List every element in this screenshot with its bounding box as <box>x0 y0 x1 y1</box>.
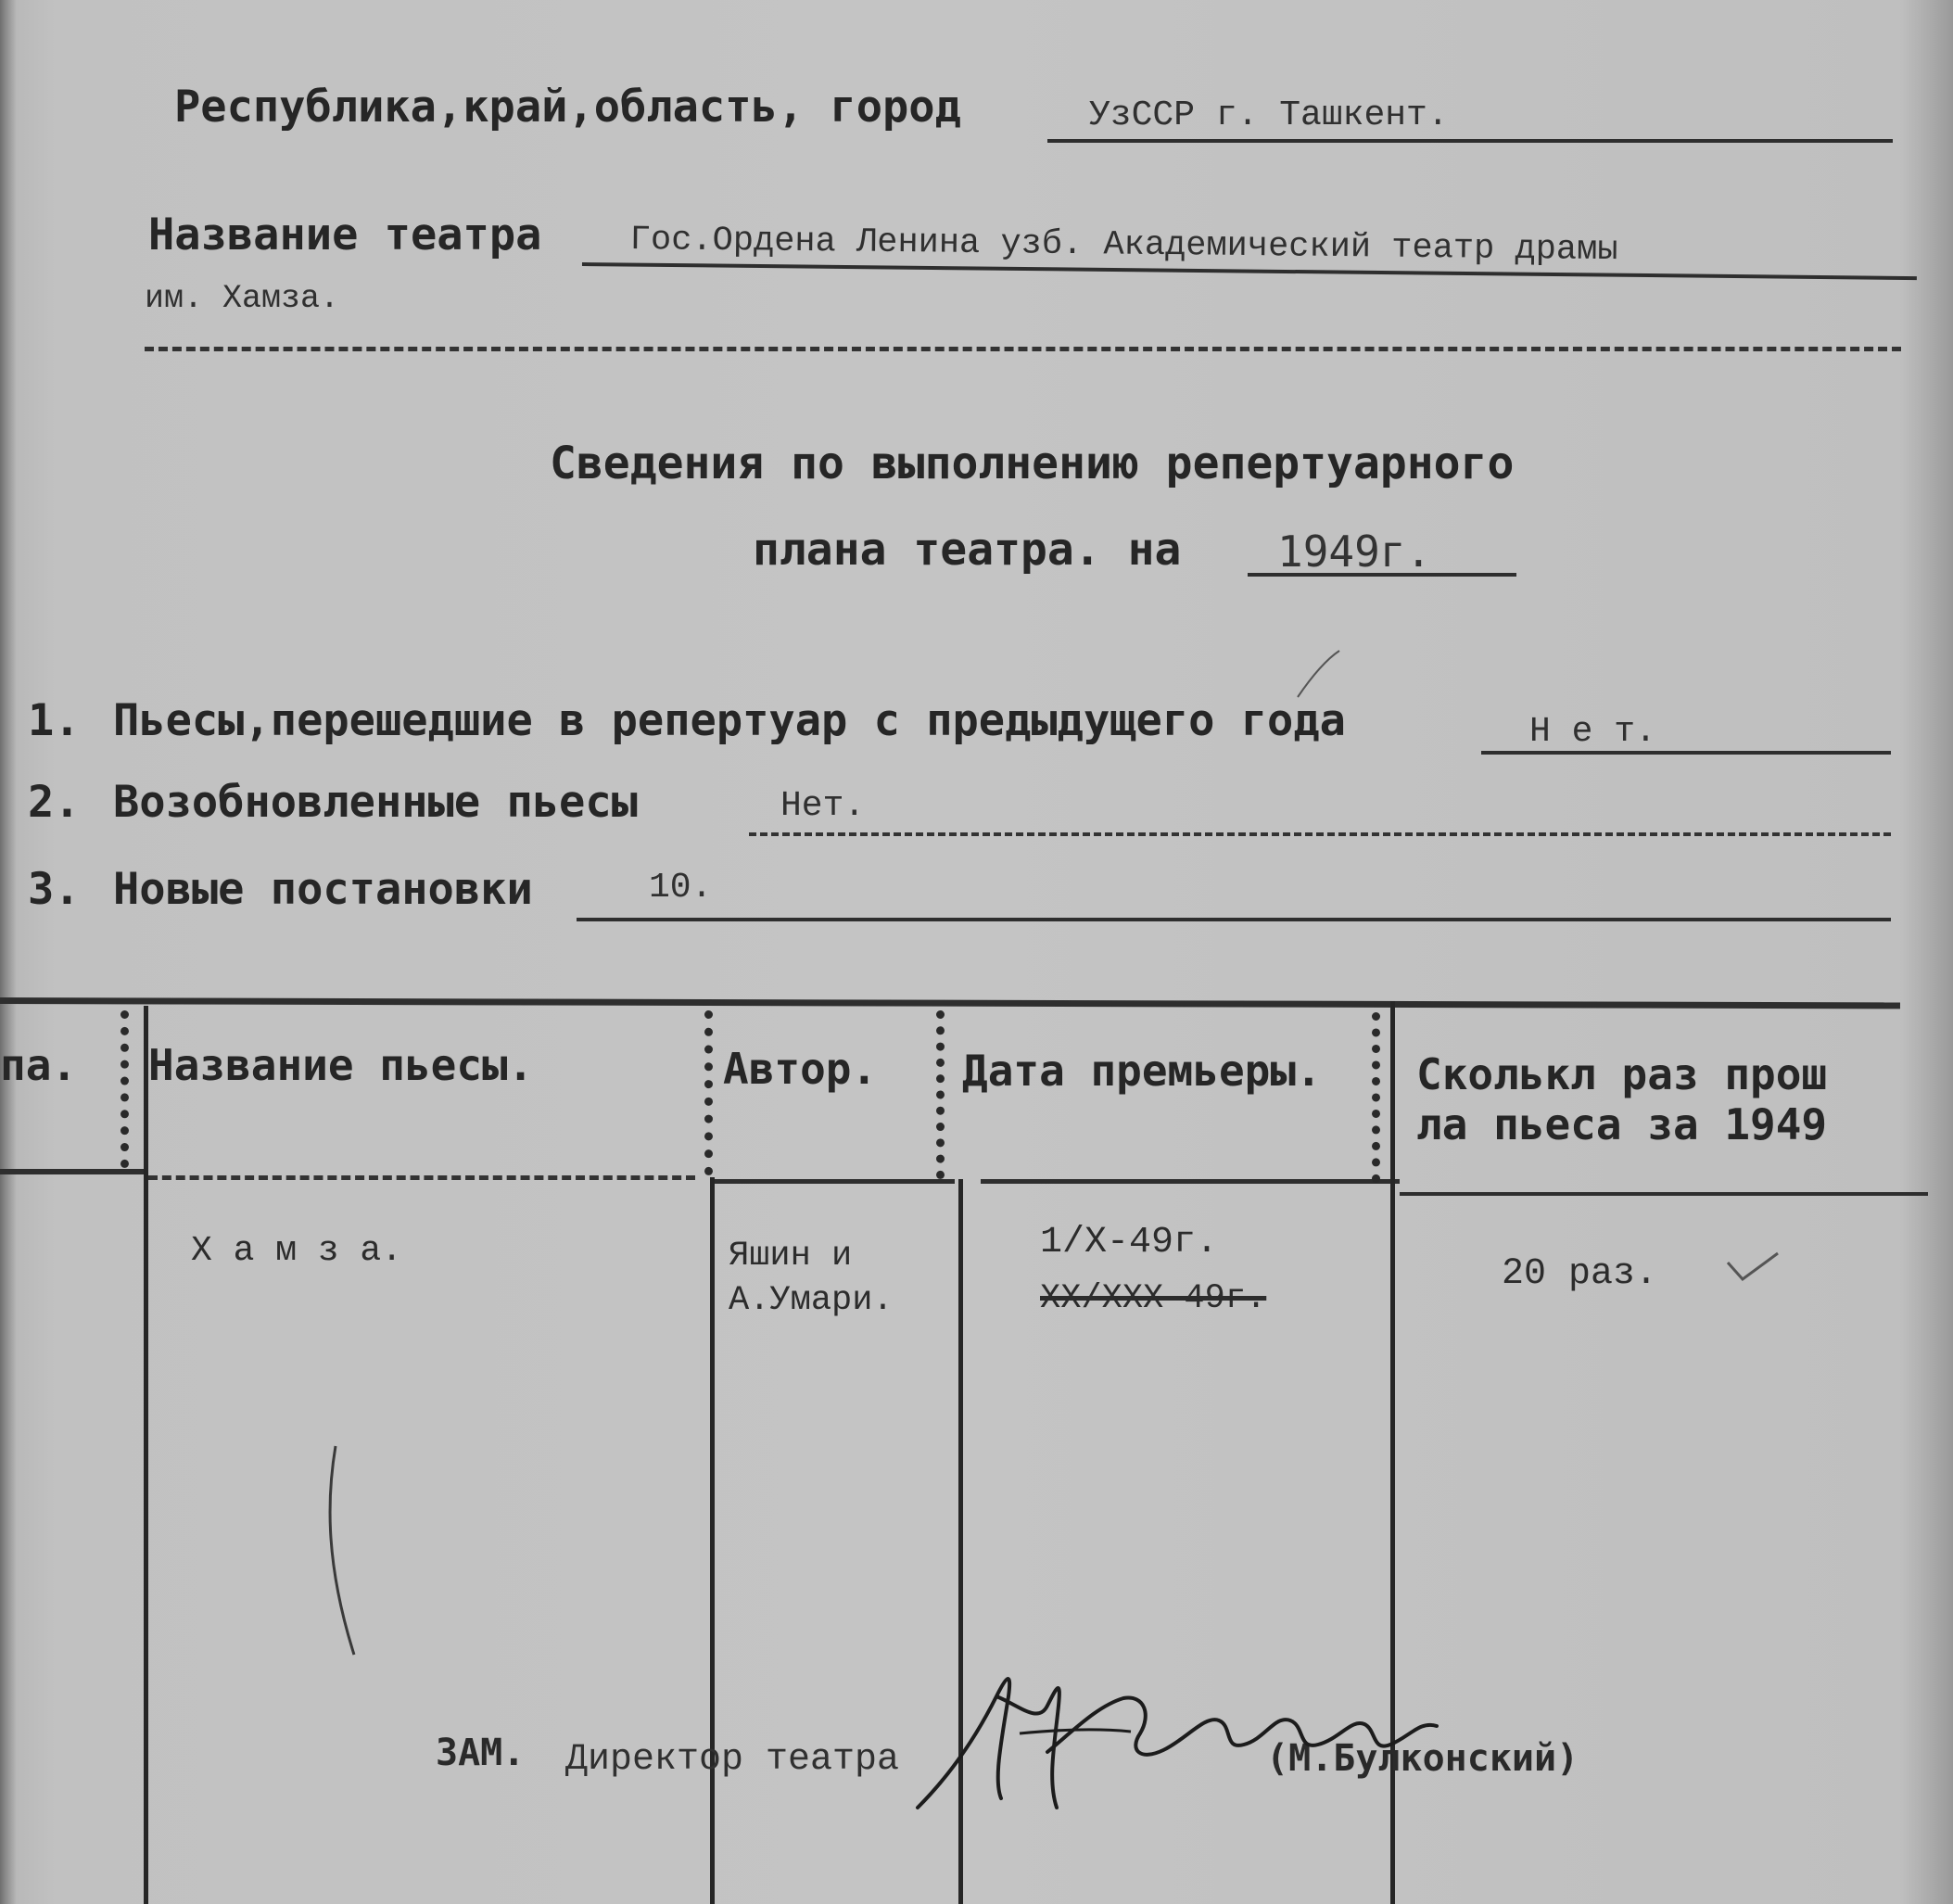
premiere-date: 1/Х-49г. <box>1040 1222 1219 1263</box>
col-header-count-line1: Сколькл раз прош <box>1416 1049 1828 1099</box>
item-1-label: Пьесы,перешедшие в репертуар с предыдущего года <box>113 695 1346 746</box>
document-title-line1: Сведения по выполнению репертуарного <box>550 438 1515 489</box>
region-value: УзССР г. Ташкент. <box>1089 95 1449 135</box>
theatre-value-line1: Гос.Ордена Ленина узб. Академический театр драмы <box>629 221 1618 271</box>
theatre-value-line2: им. Хамза. <box>145 280 340 317</box>
item-3-value: 10. <box>649 868 713 908</box>
signatory-name: (М.Булконский) <box>1266 1737 1579 1780</box>
col-header-title: Название пьесы. <box>148 1040 534 1090</box>
item-1-value: Н е т. <box>1529 712 1656 752</box>
col-header-author: Автор. <box>723 1044 878 1094</box>
col-header-count-line2: ла пьеса за 1949 <box>1416 1099 1828 1149</box>
item-2-value: Нет. <box>780 786 866 826</box>
premiere-date-struck: ХХ/ХХХ-49г. <box>1040 1279 1267 1318</box>
signatory-role-prefix: ЗАМ. <box>436 1732 526 1774</box>
handwritten-signature <box>908 1641 1446 1826</box>
item-1-number: 1. <box>28 695 81 746</box>
item-2-label: Возобновленные пьесы <box>113 777 638 828</box>
region-label: Республика,край,область, город <box>174 82 961 133</box>
signatory-role: Директор театра <box>565 1739 900 1781</box>
item-3-label: Новые постановки <box>113 864 533 915</box>
theatre-label: Название театра <box>148 209 542 260</box>
author-line1: Яшин и <box>729 1237 853 1276</box>
col-header-number: па. <box>0 1040 78 1090</box>
author-line2: А.Умари. <box>729 1281 894 1320</box>
col-header-premiere: Дата премьеры. <box>962 1046 1322 1096</box>
report-year: 1949г. <box>1277 527 1432 577</box>
item-3-number: 3. <box>28 864 81 915</box>
play-title: Х а м з а. <box>191 1231 403 1271</box>
performance-count: 20 раз. <box>1502 1253 1658 1295</box>
item-2-number: 2. <box>28 777 81 828</box>
document-title-line2: плана театра. на <box>753 524 1182 576</box>
